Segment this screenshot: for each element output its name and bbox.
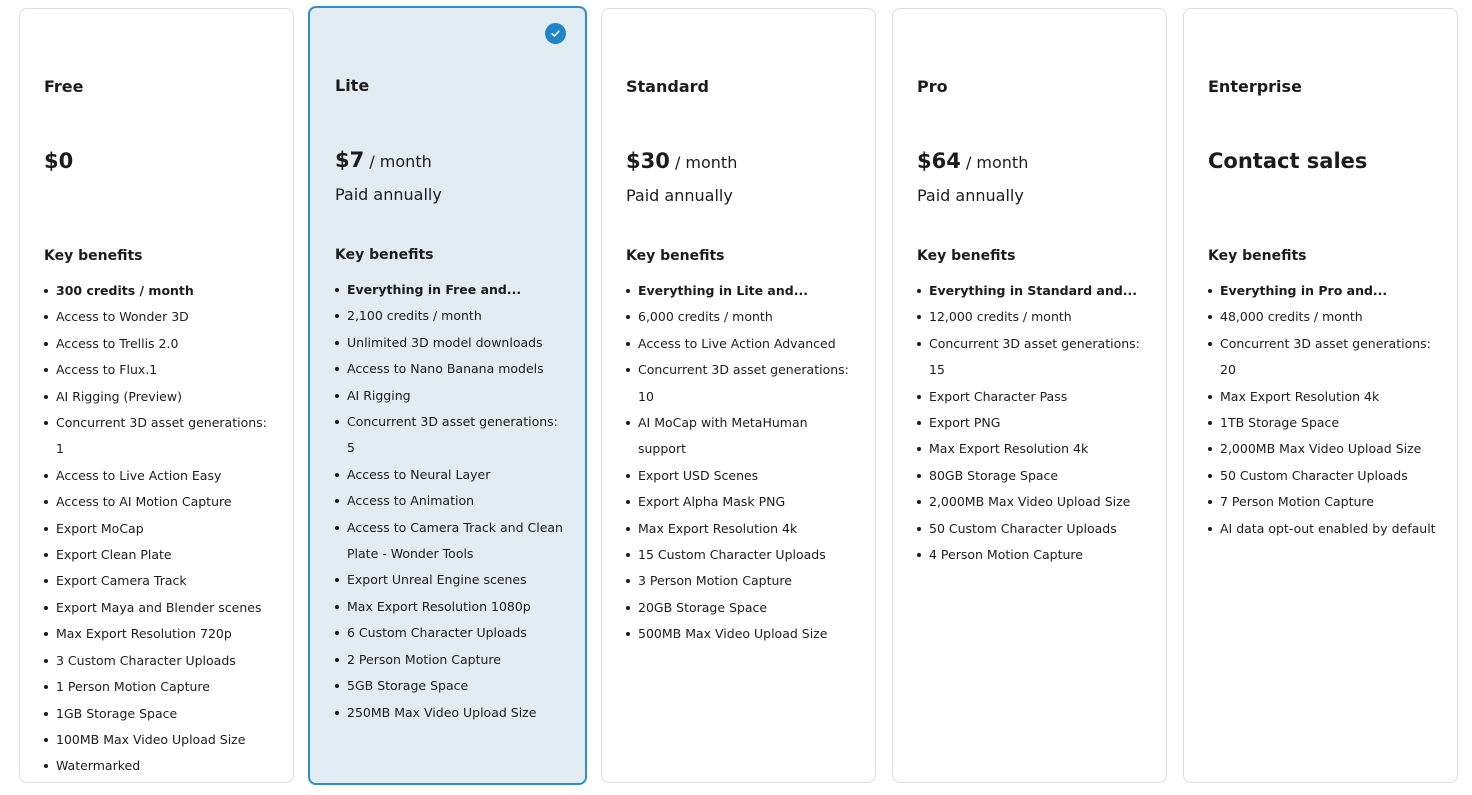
benefit-item: Access to Flux.1: [44, 357, 276, 383]
benefit-item: 50 Custom Character Uploads: [917, 516, 1149, 542]
plan-card-standard[interactable]: [601, 8, 876, 783]
billing-note: Paid annually: [626, 186, 733, 205]
plan-price: [335, 148, 432, 172]
price-period: / month: [674, 153, 738, 172]
benefit-item: 7 Person Motion Capture: [1208, 489, 1440, 515]
benefits-title: Key benefits: [917, 248, 1016, 264]
benefit-item: 50 Custom Character Uploads: [1208, 463, 1440, 489]
check-circle-icon: [545, 23, 566, 44]
benefit-item: Concurrent 3D asset generations: 5: [335, 409, 567, 462]
billing-note: Paid annually: [917, 186, 1024, 205]
plan-name: Free: [44, 77, 84, 96]
benefit-item: Access to Camera Track and Clean Plate - Wonder Tools: [335, 515, 567, 568]
benefit-item: 4 Person Motion Capture: [917, 542, 1149, 568]
benefit-item: Everything in Pro and...: [1208, 278, 1440, 304]
benefit-item: 80GB Storage Space: [917, 463, 1149, 489]
plan-card-enterprise[interactable]: [1183, 8, 1458, 783]
benefit-item: Export MoCap: [44, 516, 276, 542]
benefit-item: 48,000 credits / month: [1208, 304, 1440, 330]
benefit-item: AI MoCap with MetaHuman support: [626, 410, 858, 463]
benefit-item: AI Rigging: [335, 383, 567, 409]
benefits-list: [1208, 278, 1440, 542]
benefit-item: Unlimited 3D model downloads: [335, 330, 567, 356]
benefit-item: Export USD Scenes: [626, 463, 858, 489]
price-amount: $30: [626, 149, 670, 173]
benefit-item: Max Export Resolution 4k: [1208, 384, 1440, 410]
price-amount: $0: [44, 149, 74, 173]
benefits-list: [626, 278, 858, 648]
benefit-item: Concurrent 3D asset generations: 1: [44, 410, 276, 463]
benefit-item: 3 Custom Character Uploads: [44, 648, 276, 674]
benefit-item: Export Camera Track: [44, 568, 276, 594]
benefit-item: Access to Live Action Advanced: [626, 331, 858, 357]
benefit-item: Everything in Free and...: [335, 277, 567, 303]
benefit-item: 6 Custom Character Uploads: [335, 620, 567, 646]
benefit-item: 2,000MB Max Video Upload Size: [1208, 436, 1440, 462]
benefit-item: Max Export Resolution 1080p: [335, 594, 567, 620]
plan-card-pro[interactable]: [892, 8, 1167, 783]
billing-note: Paid annually: [335, 185, 442, 204]
benefit-item: Access to Live Action Easy: [44, 463, 276, 489]
plan-name: Lite: [335, 76, 370, 95]
benefit-item: 3 Person Motion Capture: [626, 568, 858, 594]
benefit-item: 1 Person Motion Capture: [44, 674, 276, 700]
benefit-item: Max Export Resolution 4k: [626, 516, 858, 542]
benefit-item: 5GB Storage Space: [335, 673, 567, 699]
plan-name: Pro: [917, 77, 948, 96]
plan-price: [626, 149, 737, 173]
benefit-item: Everything in Lite and...: [626, 278, 858, 304]
price-period: / month: [369, 152, 432, 171]
benefit-item: Access to Trellis 2.0: [44, 331, 276, 357]
benefit-item: 2,000MB Max Video Upload Size: [917, 489, 1149, 515]
benefit-item: Watermarked: [44, 753, 276, 779]
benefit-item: Access to Nano Banana models: [335, 356, 567, 382]
benefit-item: 6,000 credits / month: [626, 304, 858, 330]
benefit-item: 2 Person Motion Capture: [335, 647, 567, 673]
benefits-title: Key benefits: [44, 248, 143, 264]
benefit-item: 250MB Max Video Upload Size: [335, 700, 567, 726]
benefits-title: Key benefits: [1208, 248, 1307, 264]
benefit-item: 100MB Max Video Upload Size: [44, 727, 276, 753]
benefit-item: 20GB Storage Space: [626, 595, 858, 621]
benefit-item: Max Export Resolution 4k: [917, 436, 1149, 462]
plan-price: [917, 149, 1028, 173]
benefit-item: 300 credits / month: [44, 278, 276, 304]
benefit-item: Export Clean Plate: [44, 542, 276, 568]
plan-price: [44, 149, 73, 173]
plan-name: Standard: [626, 77, 709, 96]
benefit-item: Access to AI Motion Capture: [44, 489, 276, 515]
benefit-item: Concurrent 3D asset generations: 15: [917, 331, 1149, 384]
benefit-item: 12,000 credits / month: [917, 304, 1149, 330]
benefit-item: AI Rigging (Preview): [44, 384, 276, 410]
price-amount: $64: [917, 149, 961, 173]
benefit-item: 2,100 credits / month: [335, 303, 567, 329]
plan-card-lite[interactable]: [308, 6, 587, 785]
plan-name: Enterprise: [1208, 77, 1302, 96]
price-amount: Contact sales: [1208, 149, 1368, 173]
benefits-title: Key benefits: [335, 247, 434, 263]
benefit-item: Max Export Resolution 720p: [44, 621, 276, 647]
price-period: / month: [965, 153, 1029, 172]
benefit-item: Export Alpha Mask PNG: [626, 489, 858, 515]
benefit-item: 1TB Storage Space: [1208, 410, 1440, 436]
benefit-item: 1GB Storage Space: [44, 701, 276, 727]
price-amount: $7: [335, 148, 365, 172]
benefit-item: Access to Neural Layer: [335, 462, 567, 488]
benefit-item: 15 Custom Character Uploads: [626, 542, 858, 568]
benefit-item: AI data opt-out enabled by default: [1208, 516, 1440, 542]
benefit-item: Access to Animation: [335, 488, 567, 514]
benefit-item: Export Maya and Blender scenes: [44, 595, 276, 621]
plan-card-free[interactable]: [19, 8, 294, 783]
plan-price: [1208, 149, 1367, 173]
benefits-list: [917, 278, 1149, 568]
benefit-item: Concurrent 3D asset generations: 10: [626, 357, 858, 410]
benefit-item: Concurrent 3D asset generations: 20: [1208, 331, 1440, 384]
benefits-list: [44, 278, 276, 780]
benefits-title: Key benefits: [626, 248, 725, 264]
benefit-item: Export PNG: [917, 410, 1149, 436]
benefit-item: Export Character Pass: [917, 384, 1149, 410]
benefits-list: [335, 277, 567, 726]
benefit-item: Everything in Standard and...: [917, 278, 1149, 304]
benefit-item: 500MB Max Video Upload Size: [626, 621, 858, 647]
benefit-item: Export Unreal Engine scenes: [335, 567, 567, 593]
benefit-item: Access to Wonder 3D: [44, 304, 276, 330]
